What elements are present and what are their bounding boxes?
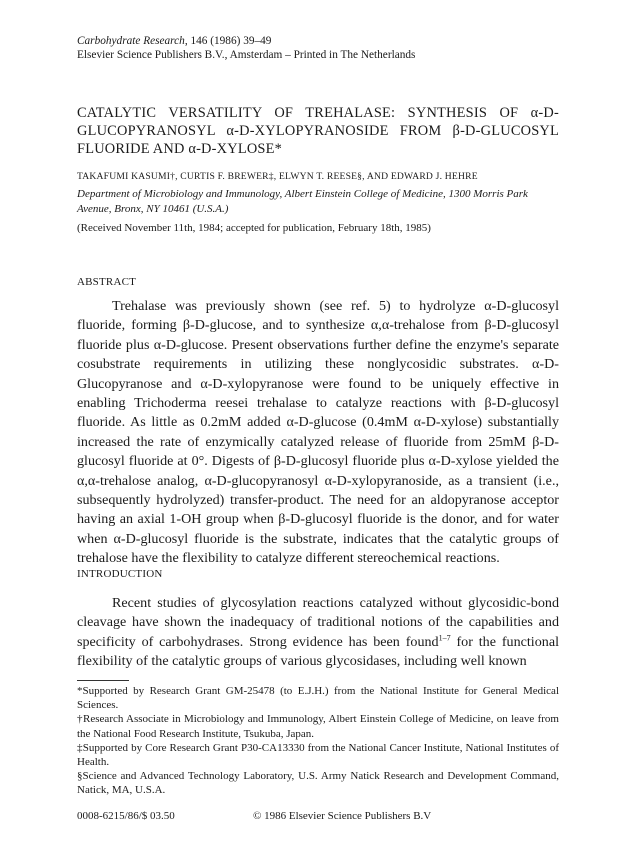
abstract-heading: ABSTRACT [77, 276, 137, 288]
affiliation: Department of Microbiology and Immunology, Albert Einstein College of Medicine, 1300 Morris Park Avenue, Bronx, NY 10461 (U.S.A.) [77, 188, 528, 215]
page-footer [77, 809, 559, 823]
footnote-reese: §Science and Advanced Technology Laboratory, U.S. Army Natick Research and Development Command, Natick, MA, U.S.A. [77, 770, 559, 797]
journal-name: Carbohydrate Research [77, 35, 185, 47]
publisher-line: Elsevier Science Publishers B.V., Amsterdam – Printed in The Netherlands [77, 49, 416, 61]
intro-text-part1: Recent studies of glycosylation reactions catalyzed without glycosidic-bond cleavage have shown the inadequacy of traditional notions of the capabilities and specificity of carbohydrases. Strong evidence has been found [77, 595, 559, 650]
abstract-text: Trehalase was previously shown (see ref. 5) to hydrolyze α-D-glucosyl fluoride, forming β-D-glucose, and to synthesize α,α-trehalose from β-D-glucosyl fluoride plus α-D-glucose. Present observations further define the enzyme's separate cosubstrate requirements in utilizing these nonglycosidic substrates. α-D-Glucopyranose and α-D-xylopyranose were found to be uniquely effective in enabling Trichoderma reesei trehalase to catalyze reactions with β-D-glucosyl fluoride. As little as 0.2mM added α-D-glucose (0.4mM α-D-xylose) substantially increased the rate of enzymically catalyzed release of fluoride from 25mM β-D-glucosyl fluoride at 0°. Digests of β-D-glucosyl fluoride plus α-D-xylose yielded the α,α-trehalose analog, α-D-glucopyranosyl α-D-xylopyranoside, as a transient (i.e., subsequently hydrolyzed) transfer-product. The need for an aldopyranose acceptor having an axial 1-OH group when β-D-glucosyl fluoride is the donor, and for water when α-D-glucosyl fluoride is the substrate, indicates that the catalytic groups of trehalose have the flexibility to catalyze different stereochemical reactions. [77, 298, 559, 567]
footnote-divider [77, 680, 129, 681]
footnote-funding: *Supported by Research Grant GM-25478 (to E.J.H.) from the National Institute for General Medical Sciences. [77, 685, 559, 712]
footnote-brewer: ‡Supported by Core Research Grant P30-CA13330 from the National Cancer Institute, National Institutes of Health. [77, 741, 559, 769]
received-dates: (Received November 11th, 1984; accepted for publication, February 18th, 1985) [77, 222, 431, 234]
footnote-kasumi: †Research Associate in Microbiology and Immunology, Albert Einstein College of Medicine, on leave from the National Food Research Institute, Tsukuba, Japan. [77, 713, 559, 740]
footnotes [77, 684, 559, 798]
reference-superscript: 1–7 [438, 633, 451, 643]
journal-citation [77, 34, 559, 48]
introduction-heading: INTRODUCTION [77, 568, 163, 580]
intro-text-part2: for the functional flexibility of the catalytic groups of various glycosidases, including well known [77, 633, 559, 670]
introduction-text [77, 594, 559, 672]
issn-price: 0008-6215/86/$ 03.50 [77, 810, 175, 822]
article-title: CATALYTIC VERSATILITY OF TREHALASE: SYNTHESIS OF α-D-GLUCOPYRANOSYL α-D-XYLOPYRANOSIDE FROM β-D-GLUCOSYL FLUORIDE AND α-D-XYLOSE* [77, 105, 559, 157]
copyright: © 1986 Elsevier Science Publishers B.V [253, 810, 432, 822]
journal-volume: , 146 (1986) 39–49 [184, 35, 272, 47]
author-list: TAKAFUMI KASUMI†, CURTIS F. BREWER‡, ELWYN T. REESE§, AND EDWARD J. HEHRE [77, 171, 478, 182]
journal-header [77, 34, 559, 62]
